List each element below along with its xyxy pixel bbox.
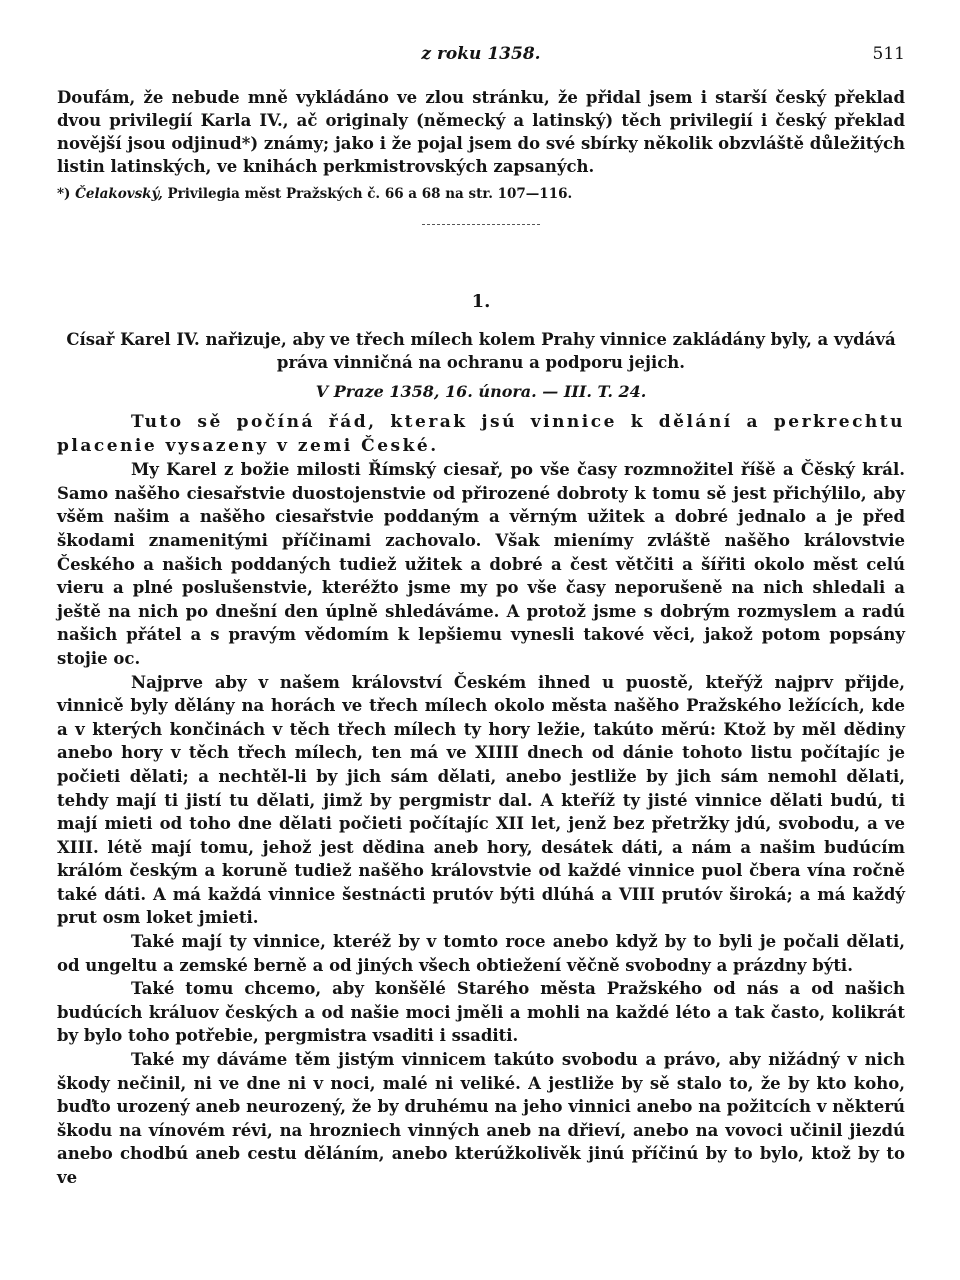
intro-paragraph: Doufám, že nebude mně vykládáno ve zlou stránku, že přidal jsem i starší český překlad dvou privilegií Karla IV., ač originaly (německý a latinský) těch privilegií i český překlad novější jsou odjinud*) známy; jako i že pojal jsem do své sbírky několik obzvláště důležitých listin latinských, ve knihách perkmistrovských zapsaných. [57, 88, 905, 176]
body-paragraph: Také my dáváme těm jistým vinnicem takúto svobodu a právo, aby nižádný v nich škody nečinil, ni ve dne ni v noci, malé ni veliké. A jestliže by sě stalo to, že by kto koho, buďto urozený aneb neurozený, že by druhému na jeho vinnici anebo na požitcích v některú škodu na vínovém révi, na hrozniech vinných aneb na dřieví, anebo na vovoci učinil jiezdú anebo chodbú aneb cestu děláním, anebo kterúžkolivěk jinú příčinú by to bylo, ktož by to ve [57, 1050, 905, 1187]
document-body [57, 411, 905, 1190]
body-paragraph: Také mají ty vinnice, kteréž by v tomto roce anebo když by to byli je počali dělati, od ungeltu a zemské berně a od jiných všech obtiežení věčně svobodny a prázdny býti. [57, 932, 905, 975]
book-page [57, 40, 905, 1190]
body-paragraph: Najprve aby v našem království Českém ihned u puostě, kteřýž najprv přijde, vinnicě byly dělány na horách ve třech mílech okolo města našěho Pražského ležících, kde a v kterých končinách v těch třech mílech ty hory ležie, takúto měrú: Ktož by měl dědiny anebo hory v těch třech mílech, ten má ve XIIII dnech od dánie tohoto listu počítajíc je počieti dělati; a nechtěl-li by jich sám dělati, anebo jestliže by jich sám nemohl dělati, tehdy mají ti jistí tu dělati, jimž by pergmistr dal. A kteříž ty jisté vinnice dělati budú, ti mají mieti od toho dne dělati počieti počítajíc XII let, jenž bez přetržky jdú, svobodu, a ve XIII. létě mají tomu, jehož jest dědina aneb hory, desátek dáti, a nám a našim budúcím králóm českým a koruně tudiež našěho královstvie od každé vinnice puol čbera vína ročně také dáti. A má každá vinnice šestnácti prutóv býti dlúhá a VIII prutóv široká; a má každý prut osm loket jmieti. [57, 672, 905, 928]
document-number: 1. [471, 291, 491, 312]
running-title: z roku 1358. [421, 44, 541, 64]
footnote-author: Čelakovský, [75, 186, 163, 202]
document-dateline: V Praze 1358, 16. února. — III. T. 24. [315, 382, 647, 401]
footnote-text: Privilegia měst Pražských č. 66 a 68 na str. 107—116. [167, 186, 573, 202]
footnote [57, 184, 905, 204]
body-paragraph: My Karel z božie milosti Římský ciesař, po vše časy rozmnožitel říšě a Čěský král. Samo našěho ciesařstvie duostojenstvie od přirozené dobroty k tomu sě jest přichýlilo, aby všěm našim a našěho ciesařstvie poddaným a věrným užitek a dobré jednalo a je před škodami znamenitými příčinami zachovalo. Však mienímy zvláště našěho královstvie Českého a našich poddaných tudiež užitek a dobré a čest větčiti a šířiti okolo měst celú vieru a plné poslušenstvie, kteréžto jsme my po vše časy neporušeně na nich shledali a ještě na nich po dnešní den úplně shledáváme. A protož jsme s dobrým rozmyslem a radú našich přátel a s pravým vědomím k lepšiemu vynesli takové věci, jakož potom popsány stojie oc. [57, 460, 905, 668]
running-header [57, 40, 905, 76]
document-heading: Tuto sě počíná řád, kterak jsú vinnice k dělání a perkrechtu placenie vysazeny v zemi České. [57, 412, 905, 456]
document-summary: Císař Karel IV. nařizuje, aby ve třech mílech kolem Prahy vinnice zakládány byly, a vydává práva vinničná na ochranu a podporu jejich. [66, 330, 896, 372]
section-divider [422, 224, 540, 225]
body-paragraph: Také tomu chcemo, aby konšělé Starého města Pražského od nás a od našich budúcích králuov českých a od našie moci jměli a mohli na každé léto a tak často, kolikrát by bylo toho potřebie, pergmistra vsaditi i ssaditi. [57, 979, 905, 1046]
footnote-marker: *) [57, 186, 71, 202]
page-number: 511 [872, 44, 905, 64]
